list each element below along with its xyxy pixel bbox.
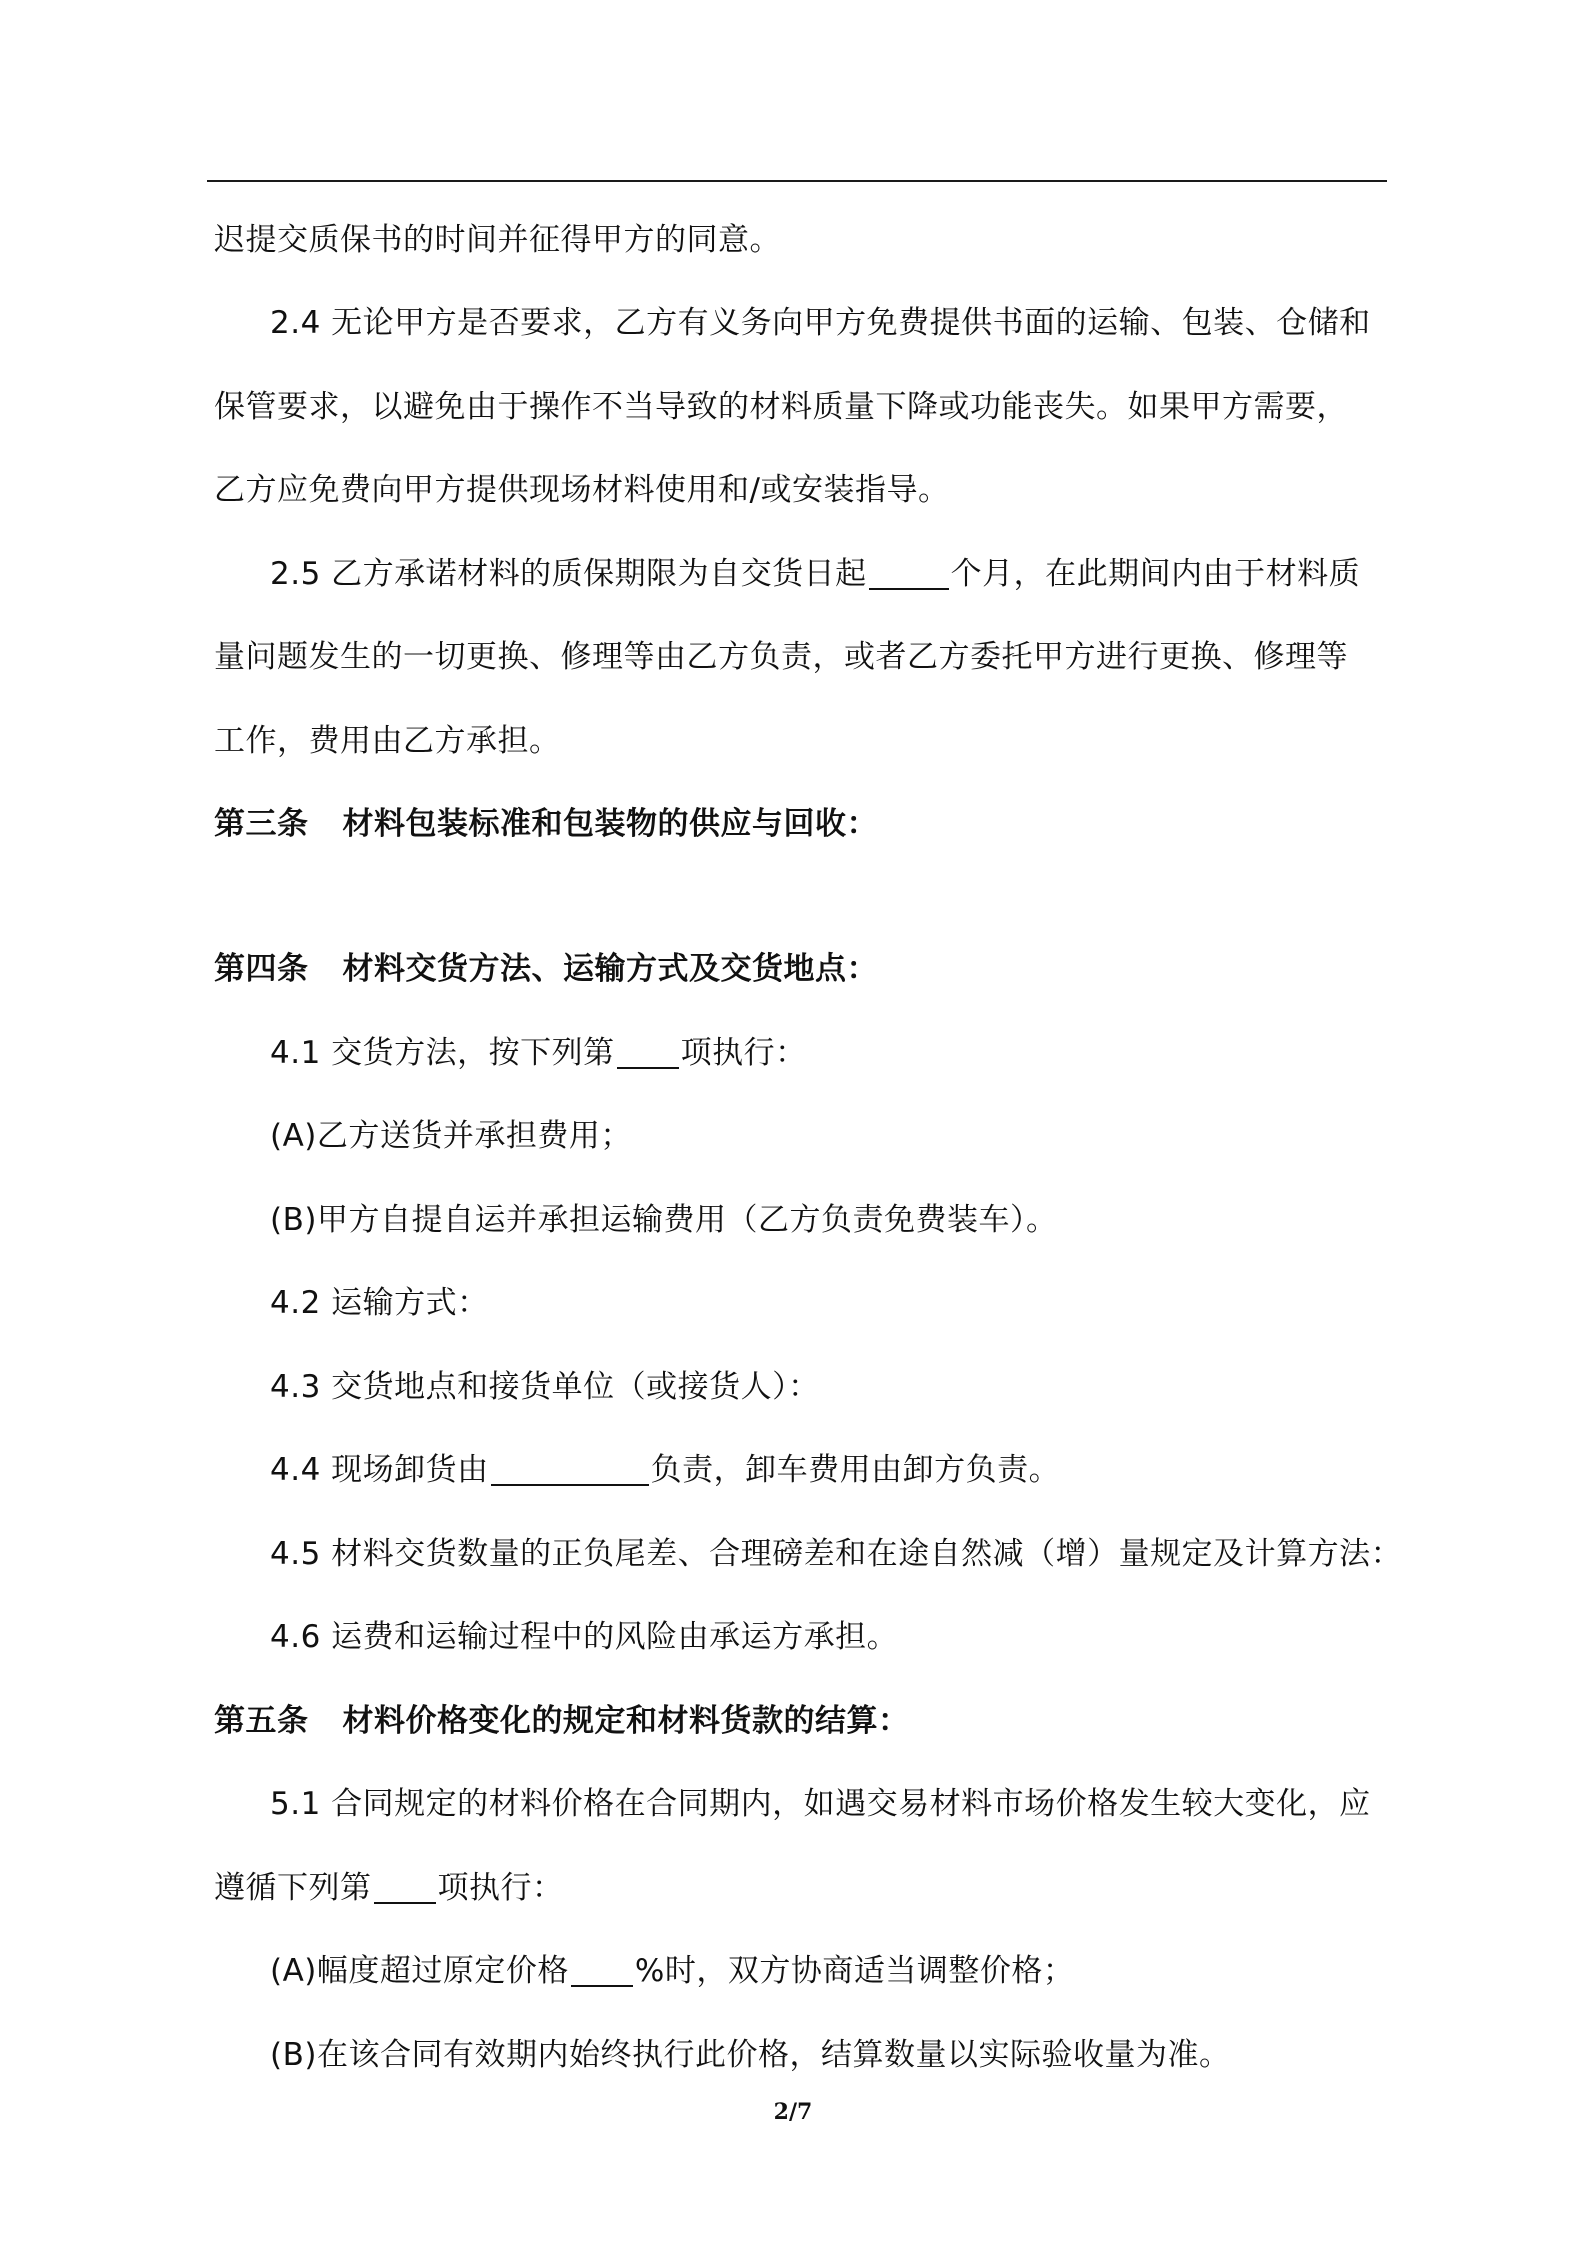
line-text: 迟提交质保书的时间并征得甲方的同意。 <box>214 222 781 258</box>
clause-4-4 <box>270 1448 1060 1492</box>
line-text: %时，双方协商适当调整价格； <box>634 1953 1075 1989</box>
article-5-heading <box>214 1699 910 1743</box>
line-text: 4.3 交货地点和接货单位（或接货人）： <box>270 1369 820 1405</box>
option-a <box>270 1949 1074 1993</box>
paragraph-line <box>214 385 1348 429</box>
line-text: 工作，费用由乙方承担。 <box>214 723 561 759</box>
article-3-heading <box>214 802 878 846</box>
line-text: 4.6 运费和运输过程中的风险由承运方承担。 <box>270 1619 899 1655</box>
article-4-heading <box>214 947 878 991</box>
clause-4-1 <box>270 1031 807 1075</box>
article-title: 材料价格变化的规定和材料货款的结算： <box>342 1703 910 1739</box>
article-title: 材料交货方法、运输方式及交货地点： <box>342 951 878 987</box>
line-text: 4.4 现场卸货由 <box>270 1452 489 1488</box>
clause-4-2 <box>270 1281 489 1325</box>
option-a <box>270 1114 632 1158</box>
line-text: 4.2 运输方式： <box>270 1285 489 1321</box>
line-text: 乙方应免费向甲方提供现场材料使用和/或安装指导。 <box>214 472 950 508</box>
clause-4-6 <box>270 1615 898 1659</box>
line-text: 项执行： <box>680 1035 807 1071</box>
delivery-option-blank <box>617 1033 679 1069</box>
clause-2-5 <box>270 552 1360 596</box>
line-text: 4.1 交货方法，按下列第 <box>270 1035 615 1071</box>
line-text: 个月，在此期间内由于材料质 <box>950 556 1361 592</box>
percent-blank <box>571 1951 633 1987</box>
header-rule <box>207 180 1387 182</box>
price-option-blank <box>374 1868 436 1904</box>
line-text: 遵循下列第 <box>214 1870 372 1906</box>
paragraph-line <box>214 218 781 262</box>
clause-2-4 <box>270 301 1371 345</box>
line-text: 量问题发生的一切更换、修理等由乙方负责，或者乙方委托甲方进行更换、修理等 <box>214 639 1348 675</box>
option-b <box>270 2033 1230 2077</box>
clause-4-5 <box>270 1532 1402 1576</box>
line-text: 2.4 无论甲方是否要求，乙方有义务向甲方免费提供书面的运输、包装、仓储和 <box>270 305 1371 341</box>
article-title: 材料包装标准和包装物的供应与回收： <box>342 806 878 842</box>
line-text: 4.5 材料交货数量的正负尾差、合理磅差和在途自然减（增）量规定及计算方法： <box>270 1536 1403 1572</box>
line-text: 5.1 合同规定的材料价格在合同期内，如遇交易材料市场价格发生较大变化，应 <box>270 1786 1371 1822</box>
clause-4-3 <box>270 1365 820 1409</box>
paragraph-line <box>214 1866 564 1910</box>
line-text: 项执行： <box>437 1870 564 1906</box>
line-text: 保管要求，以避免由于操作不当导致的材料质量下降或功能丧失。如果甲方需要， <box>214 389 1348 425</box>
line-text: 2.5 乙方承诺材料的质保期限为自交货日起 <box>270 556 867 592</box>
line-text: 负责，卸车费用由卸方负责。 <box>650 1452 1061 1488</box>
paragraph-line <box>214 635 1348 679</box>
page-number: 2/7 <box>773 2099 813 2125</box>
line-text: (B)在该合同有效期内始终执行此价格，结算数量以实际验收量为准。 <box>270 2037 1231 2073</box>
article-number: 第四条 <box>214 951 309 987</box>
paragraph-line <box>214 719 561 763</box>
line-text: (B)甲方自提自运并承担运输费用（乙方负责免费装车）。 <box>270 1202 1058 1238</box>
warranty-months-blank <box>869 554 949 590</box>
line-text: (A)幅度超过原定价格 <box>270 1953 569 1989</box>
option-b <box>270 1198 1057 1242</box>
article-number: 第五条 <box>214 1703 309 1739</box>
unloading-party-blank <box>491 1450 649 1486</box>
article-number: 第三条 <box>214 806 309 842</box>
clause-5-1 <box>270 1782 1371 1826</box>
paragraph-line <box>214 468 949 512</box>
line-text: (A)乙方送货并承担费用； <box>270 1118 632 1154</box>
